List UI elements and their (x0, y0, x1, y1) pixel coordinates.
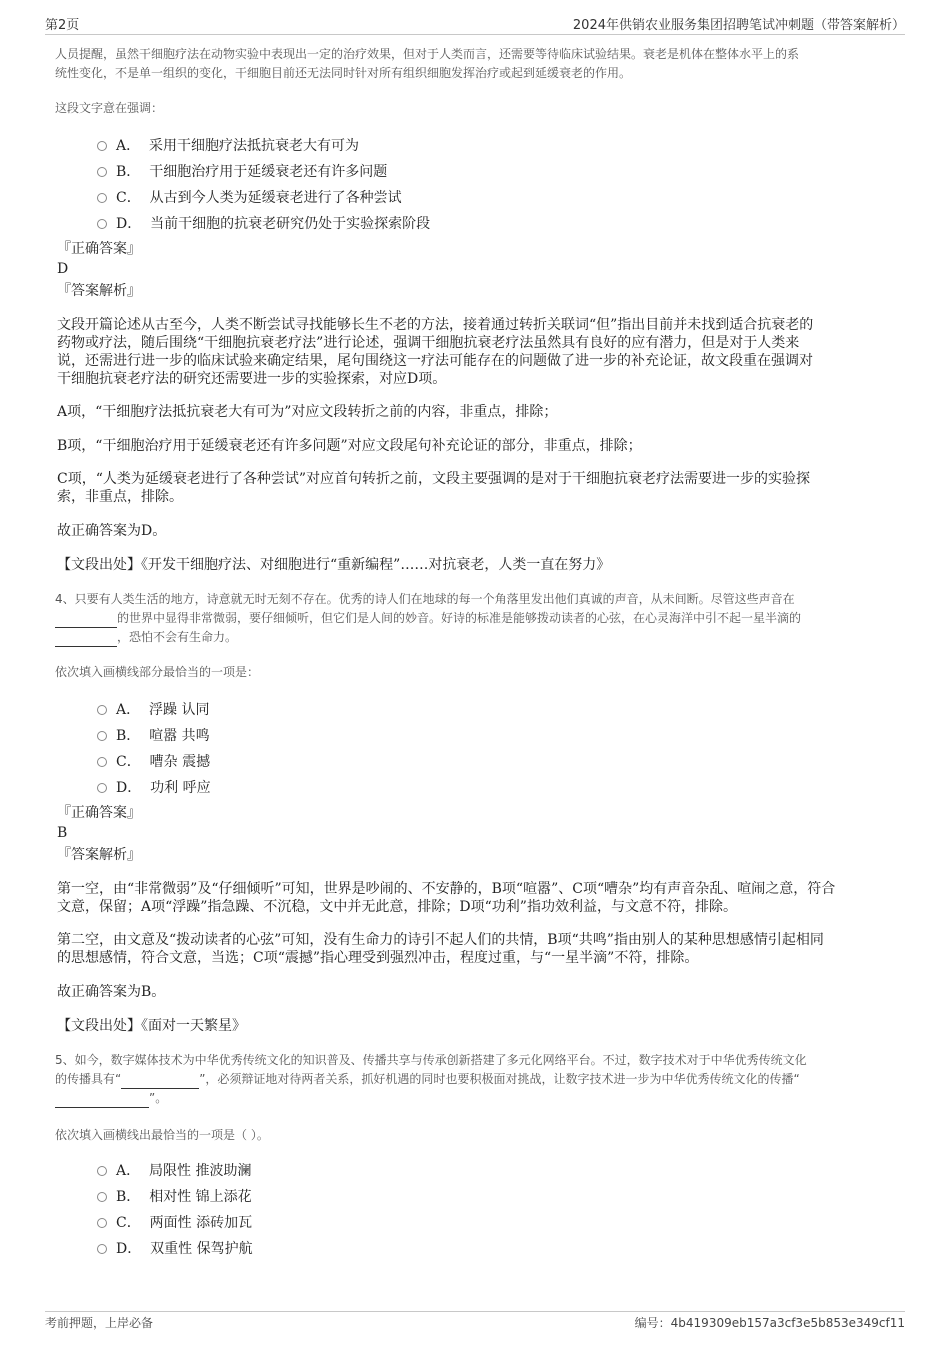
q3-option-c-radio[interactable] (97, 193, 107, 203)
q5-stem-line1: 5、如今，数字媒体技术为中华优秀传统文化的知识普及、传播共享与传承创新搭建了多元化网络平台。不过，数字技术对于中华优秀传统文化 (55, 1053, 807, 1067)
q5-option-c-radio[interactable] (97, 1218, 107, 1228)
q3-analysis-line: 干细胞抗衰老疗法的研究还需要进一步的实验探索，对应D项。 (57, 371, 447, 387)
document-id: 编号：4b419309eb157a3cf3e5b853e349cf11 (634, 1316, 905, 1330)
q3-analysis-line: 说，还需进行进一步的临床试验来确定结果，尾句围绕这一疗法可能存在的问题做了进一步的补充论证，故文段重在强调对 (57, 353, 813, 369)
q3-option-d[interactable]: D． 当前干细胞的抗衰老研究仍处于实验探索阶段 (116, 216, 431, 232)
q4-blank-1 (55, 613, 117, 628)
q4-analysis-line: 第一空，由“非常微弱”及“仔细倾听”可知，世界是吵闹的、不安静的，B项“喧嚣”、C项“嘈杂”均有声音杂乱、喧闹之意，符合 (57, 881, 836, 897)
q4-answer-label: 『正确答案』 (57, 805, 141, 821)
q3-analysis-line: 文段开篇论述从古至今，人类不断尝试寻找能够长生不老的方法，接着通过转折关联词“但”指出目前并未找到适合抗衰老的 (57, 317, 814, 333)
q3-analysis-line: 药物或疗法，随后围绕“干细胞抗衰老疗法”进行论述，强调干细胞抗衰老疗法虽然具有良好的应有潜力，但是对于人类来 (57, 335, 800, 351)
q3-analysis-paragraph (57, 316, 813, 388)
q4-option-d-radio[interactable] (97, 783, 107, 793)
q3-analysis-c-line: C项，“人类为延缓衰老进行了各种尝试”对应首句转折之前，文段主要强调的是对于干细胞抗衰老疗法需要进一步的实验探 (57, 471, 811, 487)
q5-option-b[interactable]: B． 相对性 锦上添花 (116, 1189, 252, 1205)
q3-passage (55, 45, 799, 83)
page-number: 第2页 (45, 18, 80, 33)
q4-analysis-label: 『答案解析』 (57, 847, 141, 863)
q5-prompt: 依次填入画横线出最恰当的一项是（ ）。 (55, 1128, 269, 1142)
q3-analysis-c (57, 470, 810, 506)
q5-blank-2 (55, 1093, 149, 1108)
q4-conclusion: 故正确答案为B。 (57, 984, 166, 1000)
q5-option-d-radio[interactable] (97, 1244, 107, 1254)
q4-analysis-p1 (57, 880, 835, 916)
q3-analysis-b: B项，“干细胞治疗用于延缓衰老还有许多问题”对应文段尾句补充论证的部分，非重点，排除； (57, 438, 642, 454)
q3-analysis-label: 『答案解析』 (57, 283, 141, 299)
q4-analysis-line: 文意，保留；A项“浮躁”指急躁、不沉稳，文中并无此意，排除；D项“功利”指功效利益，与文意不符，排除。 (57, 899, 737, 915)
q5-stem-line3: ”。 (55, 1089, 807, 1108)
q4-option-c-radio[interactable] (97, 757, 107, 767)
q3-answer: D (57, 261, 69, 277)
q5-stem-line2: 的传播具有“ ”，必须辩证地对待两者关系，抓好机遇的同时也要积极面对挑战，让数字技术进一步为中华优秀传统文化的传播“ (55, 1070, 807, 1089)
q3-analysis-c-line: 索，非重点，排除。 (57, 489, 183, 505)
q3-prompt: 这段文字意在强调： (55, 101, 164, 115)
q3-option-a[interactable]: A． 采用干细胞疗法抵抗衰老大有可为 (116, 138, 360, 154)
q5-option-c[interactable]: C． 两面性 添砖加瓦 (116, 1215, 253, 1231)
q5-option-d[interactable]: D． 双重性 保驾护航 (116, 1241, 253, 1257)
q3-passage-line1: 人员提醒，虽然干细胞疗法在动物实验中表现出一定的治疗效果，但对于人类而言，还需要等待临床试验结果。衰老是机体在整体水平上的系 (55, 47, 800, 61)
q3-option-b-radio[interactable] (97, 167, 107, 177)
q5-blank-1 (121, 1074, 199, 1089)
q3-source: 【文段出处】《开发干细胞疗法、对细胞进行“重新编程”……对抗衰老，人类一直在努力》 (57, 557, 611, 573)
footer-divider (45, 1311, 905, 1312)
q3-option-d-radio[interactable] (97, 219, 107, 229)
q3-answer-label: 『正确答案』 (57, 241, 141, 257)
q4-stem (55, 590, 801, 647)
q3-option-c[interactable]: C． 从古到今人类为延缓衰老进行了各种尝试 (116, 190, 402, 206)
q4-analysis-line: 第二空，由文意及“拨动读者的心弦”可知，没有生命力的诗引不起人们的共情，B项“共鸣”指由别人的某种思想感情引起相同 (57, 932, 824, 948)
q5-option-b-radio[interactable] (97, 1192, 107, 1202)
q4-stem-line2: 的世界中显得非常微弱，要仔细倾听，但它们是人间的妙音。好诗的标准是能够拨动读者的心弦，在心灵海洋中引不起一星半滴的 (55, 609, 801, 628)
q4-option-c[interactable]: C． 嘈杂 震撼 (116, 754, 211, 770)
q3-passage-line2: 统性变化，不是单一组织的变化，干细胞目前还无法同时针对所有组织细胞发挥治疗或起到延缓衰老的作用。 (55, 66, 632, 80)
q4-analysis-line: 的思想感情，符合文意，当选；C项“震撼”指心理受到强烈冲击，程度过重，与“一星半滴”不符，排除。 (57, 950, 699, 966)
q4-stem-line1: 4、只要有人类生活的地方，诗意就无时无刻不存在。优秀的诗人们在地球的每一个角落里发出他们真诚的声音，从未间断。尽管这些声音在 (55, 592, 795, 606)
document-title: 2024年供销农业服务集团招聘笔试冲刺题（带答案解析） (572, 18, 905, 33)
q4-option-b-radio[interactable] (97, 731, 107, 741)
q4-option-d[interactable]: D． 功利 呼应 (116, 780, 211, 796)
q4-prompt: 依次填入画横线部分最恰当的一项是： (55, 665, 260, 679)
q4-answer: B (57, 825, 68, 841)
header-divider (45, 34, 905, 35)
q4-option-a[interactable]: A． 浮躁 认同 (116, 702, 210, 718)
q3-conclusion: 故正确答案为D。 (57, 523, 167, 539)
q3-option-b[interactable]: B． 干细胞治疗用于延缓衰老还有许多问题 (116, 164, 388, 180)
q4-blank-2 (55, 632, 117, 647)
q5-stem (55, 1051, 807, 1108)
q3-option-a-radio[interactable] (97, 141, 107, 151)
q4-source: 【文段出处】《面对一天繁星》 (57, 1018, 246, 1034)
q4-analysis-p2 (57, 931, 824, 967)
q5-option-a[interactable]: A． 局限性 推波助澜 (116, 1163, 252, 1179)
footer-slogan: 考前押题，上岸必备 (45, 1316, 154, 1330)
q3-analysis-a: A项，“干细胞疗法抵抗衰老大有可为”对应文段转折之前的内容，非重点，排除； (57, 404, 558, 420)
q4-option-b[interactable]: B． 喧嚣 共鸣 (116, 728, 210, 744)
q5-option-a-radio[interactable] (97, 1166, 107, 1176)
q4-option-a-radio[interactable] (97, 705, 107, 715)
q4-stem-line3: ，恐怕不会有生命力。 (55, 628, 801, 647)
